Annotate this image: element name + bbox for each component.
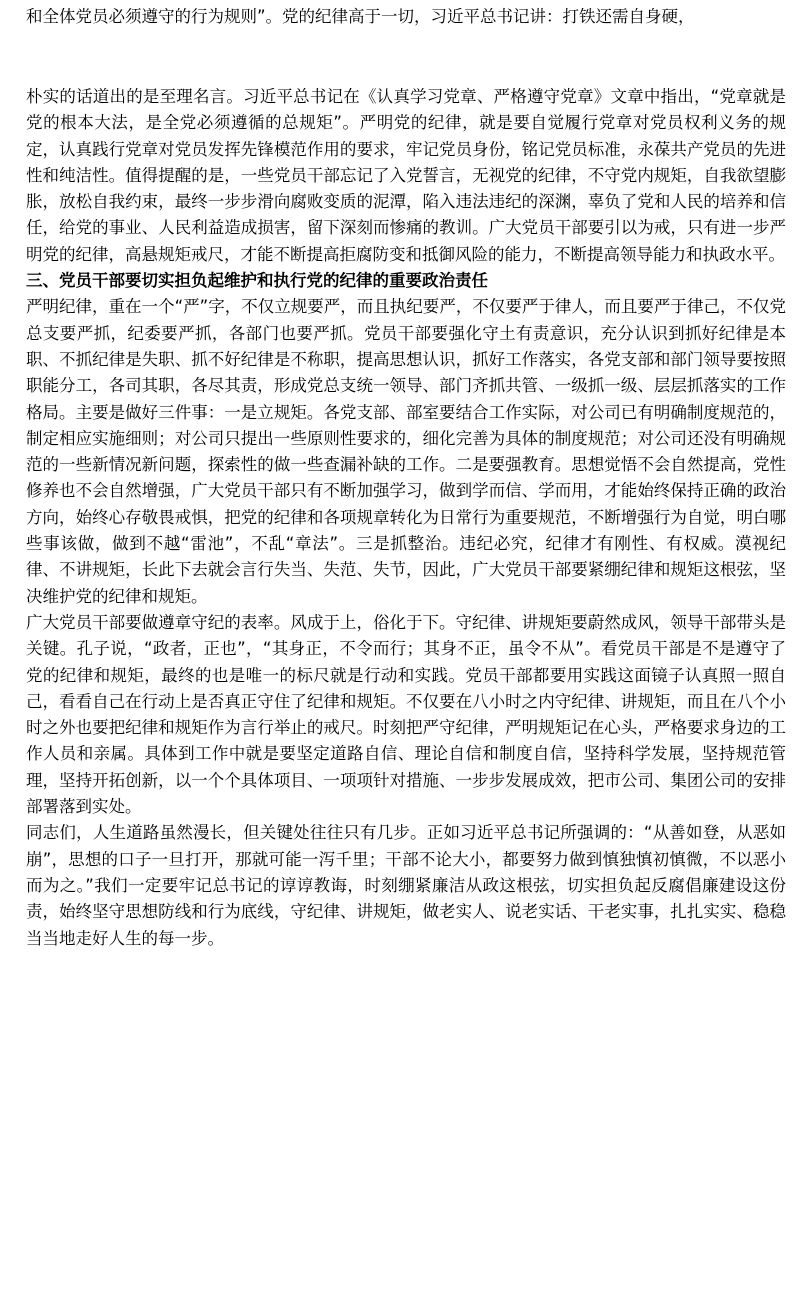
document-body bbox=[26, 84, 786, 952]
paragraph-3: 广大党员干部要做遵章守纪的表率。风成于上，俗化于下。守纪律、讲规矩要蔚然成风，领导干部带头是关键。孔子说，“政者，正也”，“其身正，不令而行；其身不正，虽令不从”。看党员干部是不是遵守了党的纪律和规矩，最终的也是唯一的标尺就是行动和实践。党员干部都要用实践这面镜子认真照一照自己，看看自己在行动上是否真正守住了纪律和规矩。不仅要在八小时之内守纪律、讲规矩，而且在八个小时之外也要把纪律和规矩作为言行举止的戒尺。时刻把严守纪律，严明规矩记在心头，严格要求身边的工作人员和亲属。具体到工作中就是要坚定道路自信、理论自信和制度自信，坚持科学发展，坚持规范管理，坚持开拓创新，以一个个具体项目、一项项针对措施、一步步发展成效，把市公司、集团公司的安排部署落到实处。 bbox=[26, 612, 786, 817]
paragraph-4: 同志们，人生道路虽然漫长，但关键处往往只有几步。正如习近平总书记所强调的：“从善如登，从恶如崩”，思想的口子一旦打开，那就可能一泻千里；干部不论大小，都要努力做到慎独慎初慎微，不以恶小而为之。”我们一定要牢记总书记的谆谆教诲，时刻绷紧廉洁从政这根弦，切实担负起反腐倡廉建设这份责，始终坚守思想防线和行为底线，守纪律、讲规矩，做老实人、说老实话、干老实事，扎扎实实、稳稳当当地走好人生的每一步。 bbox=[26, 823, 786, 948]
top-text-line: 和全体党员必须遵守的行为规则”。党的纪律高于一切，习近平总书记讲：打铁还需自身硬， bbox=[26, 7, 695, 26]
paragraph-2: 严明纪律，重在一个“严”字，不仅立规要严，而且执纪要严，不仅要严于律人，而且要严于律己，不仅党总支要严抓，纪委要严抓，各部门也要严抓。党员干部要强化守土有责意识，充分认识到抓好纪律是本职、不抓纪律是失职、抓不好纪律是不称职，提高思想认识，抓好工作落实，各党支部和部门领导要按照职能分工，各司其职，各尽其责，形成党总支统一领导、部门齐抓共管、一级抓一级、层层抓落实的工作格局。主要是做好三件事：一是立规矩。各党支部、部室要结合工作实际，对公司已有明确制度规范的，制定相应实施细则；对公司只提出一些原则性要求的，细化完善为具体的制度规范；对公司还没有明确规范的一些新情况新问题，探索性的做一些查漏补缺的工作。二是要强教育。思想觉悟不会自然提高，党性修养也不会自然增强，广大党员干部只有不断加强学习，做到学而信、学而用，才能始终保持正确的政治方向，始终心存敬畏戒惧，把党的纪律和各项规章转化为日常行为重要规范，不断增强行为自觉，明白哪些事该做，做到不越“雷池”，不乱“章法”。三是抓整治。违纪必究，纪律才有刚性、有权威。漠视纪律、不讲规矩，长此下去就会言行失当、失范、失节，因此，广大党员干部要紧绷纪律和规矩这根弦，坚决维护党的纪律和规矩。 bbox=[26, 297, 786, 606]
paragraph-1: 朴实的话道出的是至理名言。习近平总书记在《认真学习党章、严格遵守党章》文章中指出，“党章就是党的根本大法，是全党必须遵循的总规矩”。严明党的纪律，就是要自觉履行党章对党员权利义务的规定，认真践行党章对党员发挥先锋模范作用的要求，牢记党员身份，铭记党员标准，永葆共产党员的先进性和纯洁性。值得提醒的是，一些党员干部忘记了入党誓言，无视党的纪律，不守党内规矩，自我欲望膨胀，放松自我约束，最终一步步滑向腐败变质的泥潭，陷入违法违纪的深渊，辜负了党和人民的培养和信任，给党的事业、人民利益造成损害，留下深刻而惨痛的教训。广大党员干部要引以为戒，只有进一步严明党的纪律，高悬规矩戒尺，才能不断提高拒腐防变和抵御风险的能力，不断提高领导能力和执政水平。 bbox=[26, 87, 786, 264]
section-heading-3: 三、党员干部要切实担负起维护和执行党的纪律的重要政治责任 bbox=[26, 271, 488, 291]
